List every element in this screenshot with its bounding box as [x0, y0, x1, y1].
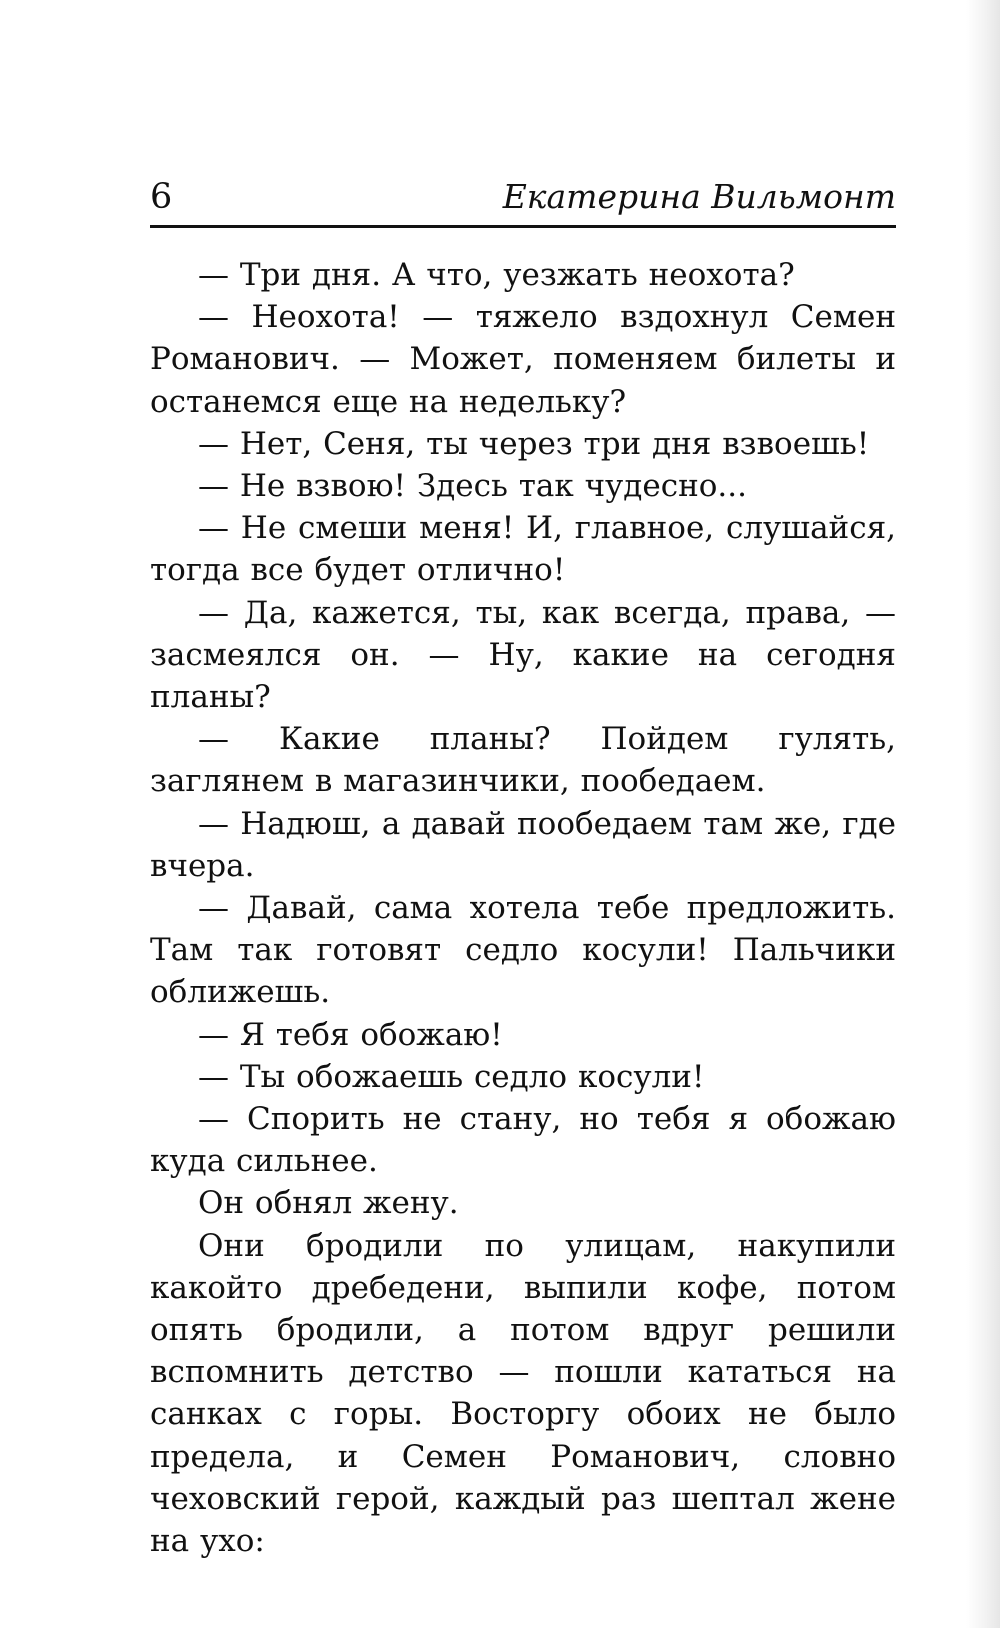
running-header [150, 174, 896, 220]
paragraph: — Надюш, а давай пообедаем там же, где вчера. [150, 805, 896, 884]
paragraph: Он обнял жену. [198, 1185, 459, 1222]
page-edge-shadow [966, 0, 1000, 1628]
paragraph: — Да, кажется, ты, как всегда, права, — засмеялся он. — Ну, какие на сегодня планы? [150, 594, 896, 716]
paragraph: — Я тебя обожаю! [198, 1016, 503, 1053]
author-name: Екатерина Вильмонт [502, 177, 896, 216]
paragraph: — Спорить не стану, но тебя я обожаю куда сильнее. [150, 1101, 896, 1180]
paragraph: — Не взвою! Здесь так чудесно... [198, 468, 747, 505]
paragraph: — Неохота! — тяжело вздохнул Семен Романович. — Может, поменяем билеты и останемся еще на недельку? [150, 299, 896, 420]
paragraph: — Ты обожаешь седло косули! [198, 1058, 705, 1095]
page-number: 6 [150, 177, 173, 217]
paragraph: — Три дня. А что, уезжать неохота? [198, 257, 795, 293]
paragraph: Они бродили по улицам, накупили какойто дребедени, выпили кофе, потом опять бродили, а потом вдруг решили вспомнить детство — пошли кататься на санках с горы. Восторгу обоих не было предела, и Семен Романович, словно чеховский герой, каждый раз шептал жене на ухо: [150, 1227, 896, 1560]
header-rule [150, 225, 896, 228]
paragraph: — Какие планы? Пойдем гулять, заглянем в магазинчики, пообедаем. [150, 721, 896, 800]
paragraph: — Давай, сама хотела тебе предложить. Там так готовят седло косули! Пальчики оближешь. [150, 890, 896, 1011]
paragraph: — Не смеши меня! И, главное, слушайся, тогда все будет отлично! [150, 510, 896, 589]
body-text [150, 254, 896, 1562]
paragraph: — Нет, Сеня, ты через три дня взвоешь! [198, 425, 870, 462]
